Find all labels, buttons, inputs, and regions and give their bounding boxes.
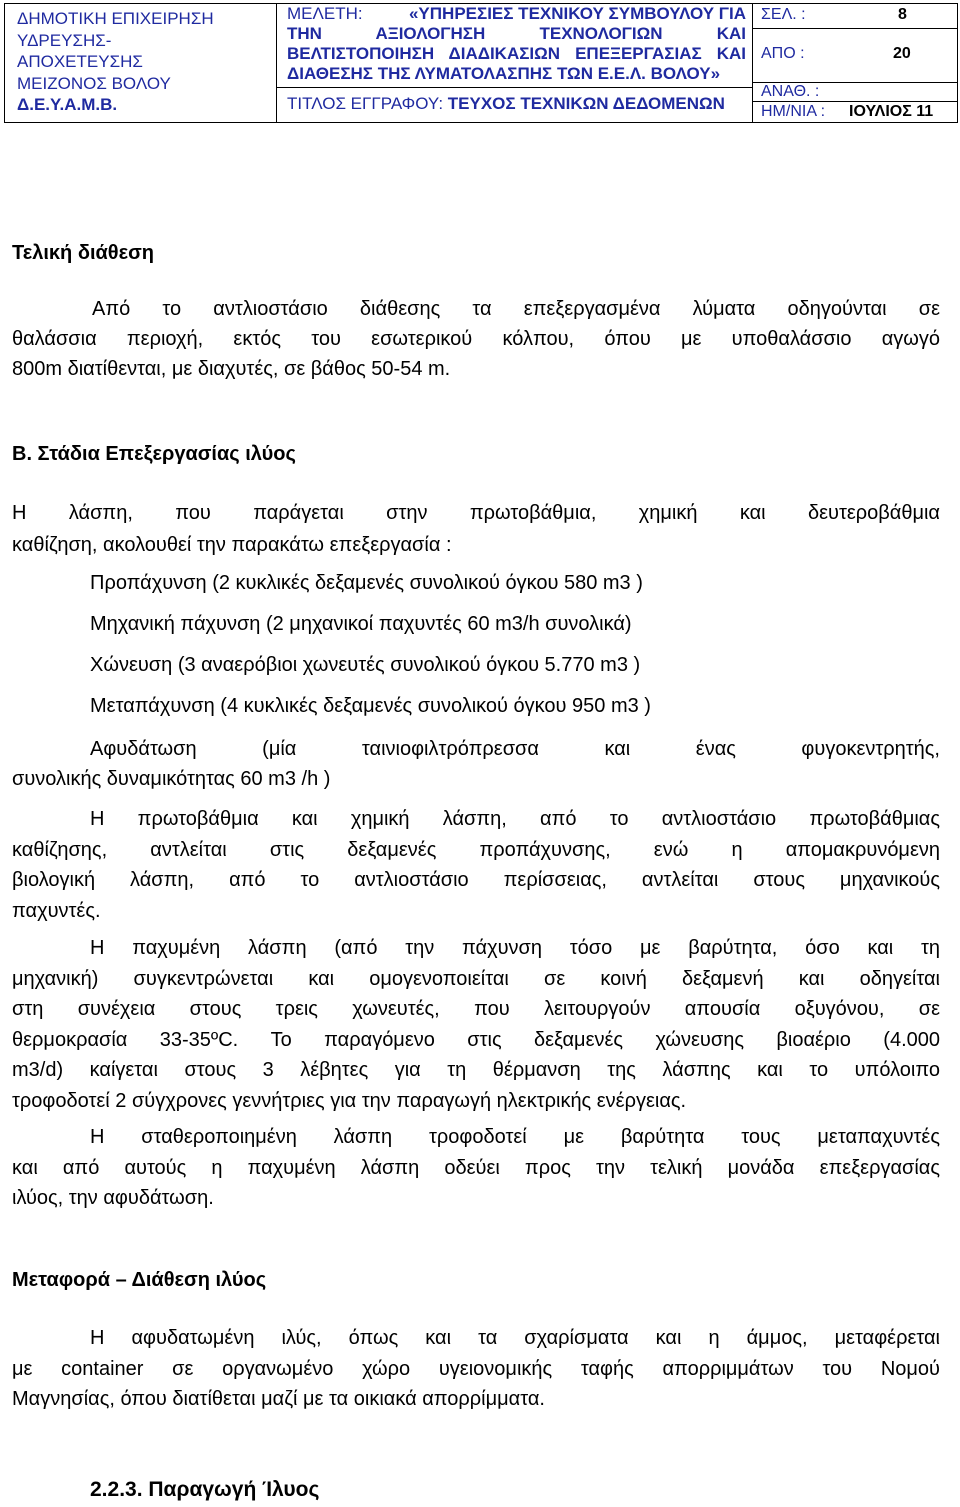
- paragraph-stabilized-sludge: [12, 1122, 940, 1214]
- list-item-mechanical-thickening: Μηχανική πάχυνση (2 μηχανικοί παχυντές 60 m3/h συνολικά): [90, 613, 632, 635]
- list-item-prethickening: Προπάχυνση (2 κυκλικές δεξαμενές συνολικού όγκου 580 m3 ): [90, 572, 643, 594]
- heading-transport-disposal: Μεταφορά – Διάθεση ιλύος: [12, 1269, 267, 1291]
- text-line: Η παχυμένη λάσπη (από την πάχυνση τόσο με βαρύτητα, όσο και τη: [90, 937, 940, 959]
- doc-title-label: ΤΙΤΛΟΣ ΕΓΓΡΑΦΟΥ:: [287, 94, 444, 113]
- text-line: συνολικής δυναμικότητας 60 m3 /h ): [12, 768, 331, 790]
- study-cell: [277, 4, 753, 88]
- text-line: στη συνέχεια στους τρεις χωνευτές, που λειτουργούν απουσία οξυγόνου, σε: [12, 998, 940, 1020]
- list-item-digestion: Χώνευση (3 αναερόβιοι χωνευτές συνολικού όγκου 5.770 m3 ): [90, 654, 641, 676]
- text-line: βιολογική λάσπη, από το αντλιοστάσιο περίσσειας, αντλείται στους μηχανικούς: [12, 869, 940, 891]
- text-line: Η σταθεροποιημένη λάσπη τροφοδοτεί με βαρύτητα τους μεταπαχυντές: [90, 1126, 940, 1148]
- org-line: ΜΕΙΖΟΝΟΣ ΒΟΛΟΥ: [17, 73, 171, 93]
- paragraph-transport: [12, 1323, 940, 1415]
- heading-final-disposal: Τελική διάθεση: [12, 242, 155, 264]
- text-line: με container σε οργανωμένο χώρο υγειονομικής ταφής απορριμμάτων του Νομού: [12, 1357, 940, 1380]
- text-line: θερμοκρασία 33-35ºC. Το παραγόμενο στις δεξαμενές χώνευσης βιοαέριο (4.000: [12, 1028, 940, 1051]
- paragraph-final-disposal: [12, 294, 940, 385]
- heading-section-2-2-3: 2.2.3. Παραγωγή Ίλυος: [90, 1478, 320, 1501]
- text-line: Αφυδάτωση (μία ταινιοφιλτρόπρεσσα και ένας φυγοκεντρητής,: [90, 738, 940, 760]
- heading-sludge-stages: Β. Στάδια Επεξεργασίας ιλύος: [12, 443, 296, 465]
- date-row: [753, 101, 957, 122]
- text-line: Η λάσπη, που παράγεται στην πρωτοβάθμια, χημική και δευτεροβάθμια: [12, 502, 940, 524]
- study-label: ΜΕΛΕΤΗ:: [287, 4, 363, 23]
- text-line: παχυντές.: [12, 899, 101, 922]
- study-line-3: ΒΕΛΤΙΣΤΟΠΟΙΗΣΗ ΔΙΑΔΙΚΑΣΙΩΝ ΕΠΕΞΕΡΓΑΣΙΑΣ ΚΑΙ: [287, 44, 746, 63]
- document-header: [4, 3, 958, 123]
- paragraph-intro: [12, 497, 940, 561]
- date-label: ΗΜ/ΝΙΑ :: [761, 103, 826, 120]
- revision-label: ΑΝΑΘ. :: [761, 83, 820, 100]
- org-line: ΥΔΡΕΥΣΗΣ-: [17, 30, 112, 50]
- text-line: Η πρωτοβάθμια και χημική λάσπη, από το αντλιοστάσιο πρωτοβάθμιας: [90, 808, 940, 830]
- study-line-1: «ΥΠΗΡΕΣΙΕΣ ΤΕΧΝΙΚΟΥ ΣΥΜΒΟΥΛΟΥ ΓΙΑ: [408, 4, 746, 23]
- of-value: 20: [893, 45, 911, 62]
- revision-row: [753, 83, 957, 101]
- paragraph-dewatering: [12, 734, 940, 794]
- of-row: [753, 29, 957, 83]
- study-line-2: ΤΗΝ ΑΞΙΟΛΟΓΗΣΗ ΤΕΧΝΟΛΟΓΙΩΝ ΚΑΙ: [287, 24, 746, 43]
- org-line: ΔΗΜΟΤΙΚΗ ΕΠΙΧΕΙΡΗΣΗ: [17, 9, 214, 28]
- text-line: Η αφυδατωμένη ιλύς, όπως και τα σχαρίσματα και η άμμος, μεταφέρεται: [90, 1327, 940, 1349]
- doc-title-cell: [277, 88, 753, 122]
- org-acronym: Δ.Ε.Υ.Α.Μ.Β.: [17, 95, 118, 114]
- text-line: και από αυτούς η παχυμένη λάσπη οδεύει προς την τελική μονάδα επεξεργασίας: [12, 1156, 940, 1179]
- text-line: μηχανική) συγκεντρώνεται και ομογενοποιείται σε κοινή δεξαμενή και οδηγείται: [12, 967, 940, 990]
- page-value: 8: [898, 6, 907, 23]
- page-row: [753, 4, 957, 29]
- text-line: 800m διατίθενται, με διαχυτές, σε βάθος 50-54 m.: [12, 358, 451, 381]
- doc-title-value: ΤΕΥΧΟΣ ΤΕΧΝΙΚΩΝ ΔΕΔΟΜΕΝΩΝ: [447, 94, 725, 113]
- study-line-4: ΔΙΑΘΕΣΗΣ ΤΗΣ ΛΥΜΑΤΟΛΑΣΠΗΣ ΤΩΝ Ε.Ε.Λ. ΒΟΛΟΥ»: [287, 64, 721, 83]
- text-line: καθίζηση, ακολουθεί την παρακάτω επεξεργασία :: [12, 534, 452, 556]
- date-value: ΙΟΥΛΙΟΣ 11: [849, 103, 934, 120]
- text-line: ιλύος, την αφυδάτωση.: [12, 1187, 214, 1209]
- organization-cell: [5, 4, 277, 122]
- org-line: ΑΠΟΧΕΤΕΥΣΗΣ: [17, 52, 143, 71]
- text-line: καθίζησης, αντλείται στις δεξαμενές προπάχυνσης, ενώ η απομακρυνόμενη: [12, 838, 940, 861]
- page-info-cell: [753, 4, 957, 122]
- text-line: θαλάσσια περιοχή, εκτός του εσωτερικού κόλπου, όπου με υποθαλάσσιο αγωγό: [12, 328, 940, 351]
- text-line: τροφοδοτεί 2 σύγχρονες γεννήτριες για την παραγωγή ηλεκτρικής ενέργειας.: [12, 1089, 687, 1112]
- paragraph-thickened-sludge: [12, 933, 940, 1116]
- of-label: ΑΠΟ :: [761, 45, 805, 62]
- list-item-post-thickening: Μεταπάχυνση (4 κυκλικές δεξαμενές συνολικού όγκου 950 m3 ): [90, 695, 651, 717]
- text-line: Από το αντλιοστάσιο διάθεσης τα επεξεργασμένα λύματα οδηγούνται σε: [92, 298, 940, 320]
- text-line: Μαγνησίας, όπου διατίθεται μαζί με τα οικιακά απορρίμματα.: [12, 1388, 545, 1410]
- paragraph-primary-sludge: [12, 804, 940, 926]
- page-label: ΣΕΛ. :: [761, 6, 806, 23]
- text-line: m3/d) καίγεται στους 3 λέβητες για τη θέρμανση της λάσπης και το υπόλοιπο: [12, 1059, 940, 1081]
